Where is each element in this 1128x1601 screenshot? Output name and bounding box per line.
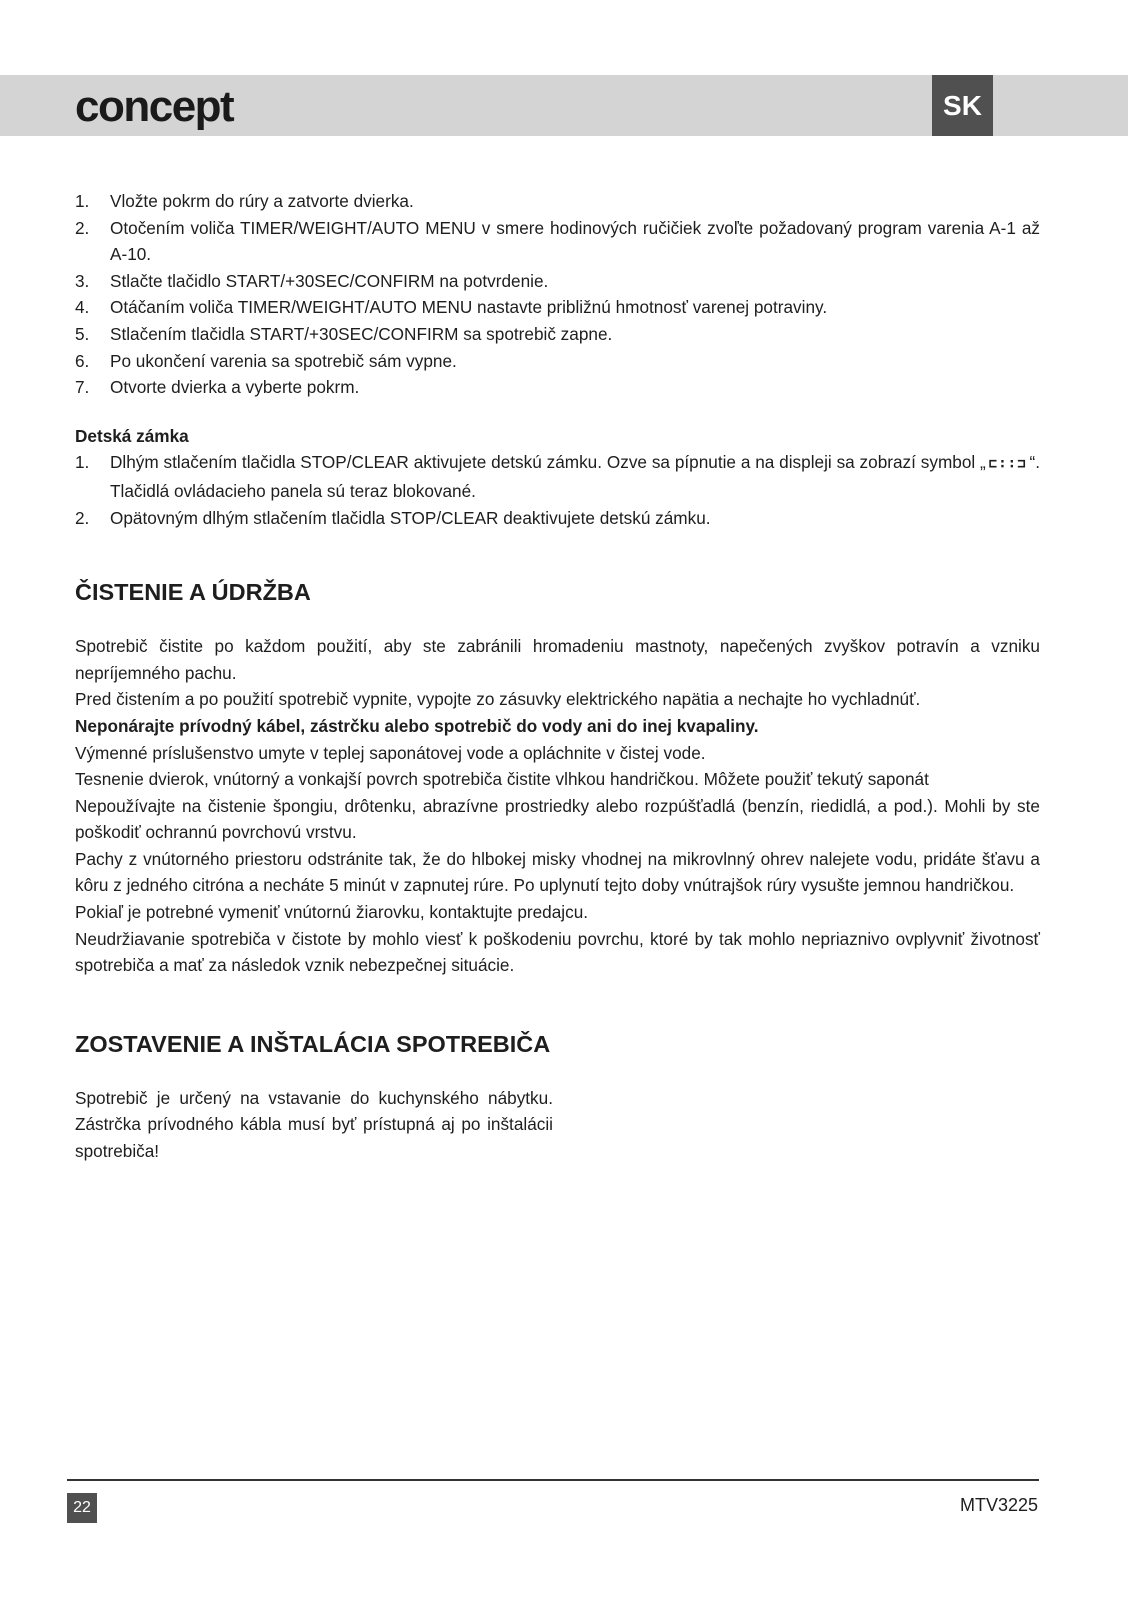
- list-item: [75, 374, 1040, 401]
- concept-logo: concept: [75, 82, 234, 131]
- cleaning-paragraph: Neudržiavanie spotrebiča v čistote by mohlo viesť k poškodeniu povrchu, ktoré by tak mohlo nepriaznivo ovplyvniť životnosť spotrebiča a mať za následok vznik nebezpečnej situácie.: [75, 928, 1040, 976]
- step-text: Po ukončení varenia sa spotrebič sám vypne.: [110, 350, 457, 371]
- list-number: 4.: [75, 297, 90, 318]
- child-lock-step-text: Opätovným dlhým stlačením tlačidla STOP/CLEAR deaktivujete detskú zámku.: [110, 507, 711, 528]
- list-number: 3.: [75, 270, 90, 291]
- footer-divider: [67, 1479, 1039, 1481]
- list-number: 1.: [75, 191, 90, 211]
- list-item: [75, 348, 1040, 375]
- list-item: [75, 268, 1040, 295]
- list-number: 7.: [75, 377, 90, 398]
- step-text: Stlačením tlačidla START/+30SEC/CONFIRM sa spotrebič zapne.: [110, 323, 613, 344]
- cleaning-paragraph: Pred čistením a po použití spotrebič vypnite, vypojte zo zásuvky elektrického napätia a nechajte ho vychladnúť.: [75, 689, 921, 710]
- list-item: [75, 505, 1040, 532]
- lock-display-icon: ⊏∶∶⊐: [988, 456, 1027, 473]
- page-content: [75, 188, 1040, 1165]
- child-lock-step-text: [110, 452, 1040, 501]
- list-item: [75, 449, 1040, 504]
- list-number: 1.: [75, 452, 90, 473]
- list-number: 6.: [75, 350, 90, 371]
- cleaning-paragraph: Spotrebič čistite po každom použití, aby ste zabránili hromadeniu mastnoty, napečených zvyškov potravín a vzniku nepríjemného pachu.: [75, 636, 1040, 683]
- language-badge: SK: [932, 75, 993, 136]
- cleaning-paragraph: Pachy z vnútorného priestoru odstránite tak, že do hlbokej misky vhodnej na mikrovlnný ohrev nalejete vodu, pridáte šťavu a kôru z jedného citróna a necháte 5 minút v zapnutej rúre. Po uplynutí tejto doby vnútrajšok rúry vysušte jemnou handričkou.: [75, 848, 1040, 896]
- child-lock-step-text-end: “. Tlačidlá ovládacieho panela sú teraz blokované.: [110, 452, 1040, 501]
- list-number: 2.: [75, 217, 90, 238]
- child-lock-steps-list: [75, 449, 1040, 531]
- list-number: 2.: [75, 507, 90, 528]
- warning-paragraph: Neponárajte prívodný kábel, zástrčku alebo spotrebič do vody ani do inej kvapaliny.: [75, 715, 759, 736]
- list-item: [75, 294, 1040, 321]
- list-item: [75, 188, 1040, 215]
- model-number: MTV3225: [959, 1495, 1038, 1515]
- cleaning-paragraph: Tesnenie dvierok, vnútorný a vonkajší povrch spotrebiča čistite vlhkou handričkou. Môžete použiť tekutý saponát: [75, 769, 929, 790]
- step-text: Stlačte tlačidlo START/+30SEC/CONFIRM na potvrdenie.: [110, 270, 549, 291]
- step-text: Otočením voliča TIMER/WEIGHT/AUTO MENU v smere hodinových ručičiek zvoľte požadovaný program varenia A-1 až A-10.: [110, 217, 1040, 265]
- child-lock-step-text-start: Dlhým stlačením tlačidla STOP/CLEAR aktivujete detskú zámku. Ozve sa pípnutie a na displeji sa zobrazí symbol „: [110, 452, 986, 473]
- cleaning-paragraph: Pokiaľ je potrebné vymeniť vnútornú žiarovku, kontaktujte predajcu.: [75, 902, 589, 923]
- step-text: Vložte pokrm do rúry a zatvorte dvierka.: [110, 191, 414, 211]
- step-text: Otvorte dvierka a vyberte pokrm.: [110, 377, 360, 398]
- list-item: [75, 215, 1040, 268]
- cleaning-paragraph: Výmenné príslušenstvo umyte v teplej saponátovej vode a opláchnite v čistej vode.: [75, 742, 706, 763]
- step-text: Otáčaním voliča TIMER/WEIGHT/AUTO MENU nastavte približnú hmotnosť varenej potraviny.: [110, 297, 828, 318]
- installation-text: Spotrebič je určený na vstavanie do kuchynského nábytku. Zástrčka prívodného kábla musí byť prístupná aj po inštalácii spotrebiča!: [75, 1087, 553, 1162]
- cleaning-paragraph: Nepoužívajte na čistenie špongiu, drôtenku, abrazívne prostriedky alebo rozpúšťadlá (benzín, riedidlá, a pod.). Mohli by ste poškodiť ochrannú povrchovú vrstvu.: [75, 795, 1040, 843]
- cleaning-heading: ČISTENIE A ÚDRŽBA: [75, 579, 311, 606]
- list-item: [75, 321, 1040, 348]
- list-number: 5.: [75, 323, 90, 344]
- page-number: 22: [67, 1493, 97, 1523]
- installation-heading: ZOSTAVENIE A INŠTALÁCIA SPOTREBIČA: [75, 1030, 551, 1057]
- cleaning-section: [75, 633, 1040, 979]
- child-lock-heading: Detská zámka: [75, 425, 189, 446]
- program-steps-list: [75, 188, 1040, 401]
